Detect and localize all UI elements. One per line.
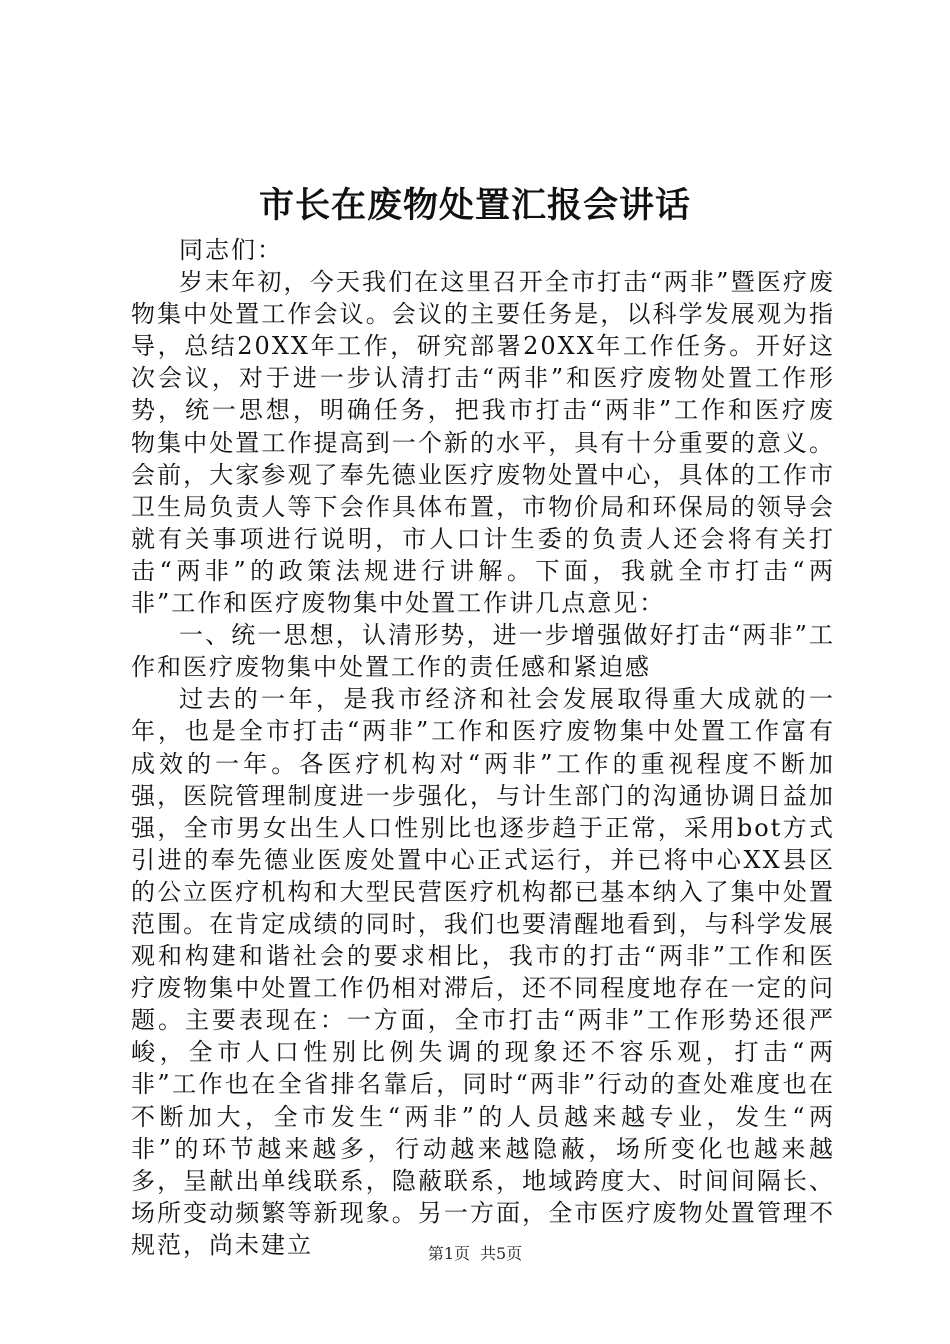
document-body	[131, 234, 835, 1261]
document-title: 市长在废物处置汇报会讲话	[258, 185, 691, 226]
paragraph-2: 过去的一年，是我市经济和社会发展取得重大成就的一年，也是全市打击“两非”工作和医疗废物集中处置工作富有成效的一年。各医疗机构对“两非”工作的重视程度不断加强，医院管理制度进一步强化，与计生部门的沟通协调日益加强，全市男女出生人口性别比也逐步趋于正常，采用bot方式引进的奉先德业医废处置中心正式运行，并已将中心XX县区的公立医疗机构和大型民营医疗机构都已基本纳入了集中处置范围。在肯定成绩的同时，我们也要清醒地看到，与科学发展观和构建和谐社会的要求相比，我市的打击“两非”工作和医疗废物集中处置工作仍相对滞后，还不同程度地存在一定的问题。主要表现在：一方面，全市打击“两非”工作形势还很严峻，全市人口性别比例失调的现象还不容乐观，打击“两非”工作也在全省排名靠后，同时“两非”行动的查处难度也在不断加大，全市发生“两非”的人员越来越专业，发生“两非”的环节越来越多，行动越来越隐蔽，场所变化也越来越多，呈献出单线联系，隐蔽联系，地域跨度大、时间间隔长、场所变动频繁等新现象。另一方面，全市医疗废物处置管理不规范，尚未建立	[131, 685, 835, 1259]
page-number: 第1页	[427, 1244, 470, 1263]
paragraph-1: 岁末年初，今天我们在这里召开全市打击“两非”暨医疗废物集中处置工作会议。会议的主要任务是，以科学发展观为指导，总结20XX年工作，研究部署20XX年工作任务。开好这次会议，对于进一步认清打击“两非”和医疗废物处置工作形势，统一思想，明确任务，把我市打击“两非”工作和医疗废物集中处置工作提高到一个新的水平，具有十分重要的意义。会前，大家参观了奉先德业医疗废物处置中心，具体的工作市卫生局负责人等下会作具体布置，市物价局和环保局的领导会就有关事项进行说明，市人口计生委的负责人还会将有关打击“两非”的政策法规进行讲解。下面，我就全市打击“两非”工作和医疗废物集中处置工作讲几点意见：	[131, 268, 835, 618]
page-footer	[0, 1244, 950, 1264]
page-total: 共5页	[480, 1244, 523, 1263]
section-heading-1: 一、统一思想，认清形势，进一步增强做好打击“两非”工作和医疗废物集中处置工作的责任感和紧迫感	[131, 621, 835, 682]
salutation: 同志们：	[179, 236, 283, 264]
